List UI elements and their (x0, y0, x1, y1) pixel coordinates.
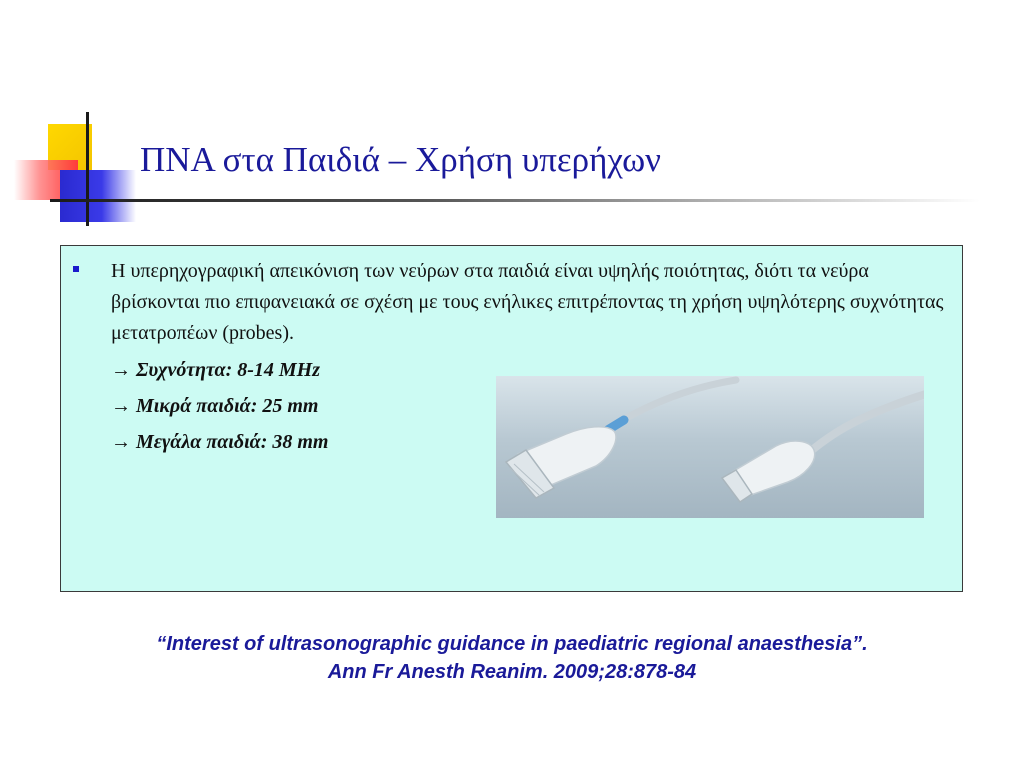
main-paragraph: Η υπερηχογραφική απεικόνιση των νεύρων στα παιδιά είναι υψηλής ποιότητας, διότι τα νεύρα βρίσκονται πιο επιφανειακά σε σχέση με τους ενήλικες επιτρέποντας τη χρήση υψηλότερης συχνότητας μετατροπέων (probes). (111, 260, 944, 344)
arrow-icon: → (111, 431, 131, 453)
ultrasound-probes-photo (496, 376, 924, 518)
arrow-item-large-children (111, 428, 329, 456)
citation-source: Ann Fr Anesth Reanim. 2009;28:878-84 (327, 661, 697, 683)
content-box (60, 245, 963, 592)
slide-title: ΠΝΑ στα Παιδιά – Χρήση υπερήχων (140, 140, 662, 179)
arrow-icon: → (111, 359, 131, 381)
arrow-item-frequency (111, 356, 320, 384)
decor-blue-square (60, 170, 136, 222)
citation-title: “Interest of ultrasonographic guidance in paediatric regional anaesthesia”. (156, 633, 868, 655)
arrow-item-text: Μικρά παιδιά: 25 mm (136, 395, 319, 417)
probes-illustration (496, 376, 924, 518)
arrow-item-text: Μεγάλα παιδιά: 38 mm (136, 431, 329, 453)
citation (40, 630, 984, 686)
title-underline (50, 199, 980, 202)
arrow-item-small-children (111, 392, 318, 420)
decor-vertical-line (86, 112, 89, 226)
arrow-icon: → (111, 395, 131, 417)
bullet-marker (73, 266, 79, 272)
arrow-item-text: Συχνότητα: 8-14 MHz (136, 359, 321, 381)
